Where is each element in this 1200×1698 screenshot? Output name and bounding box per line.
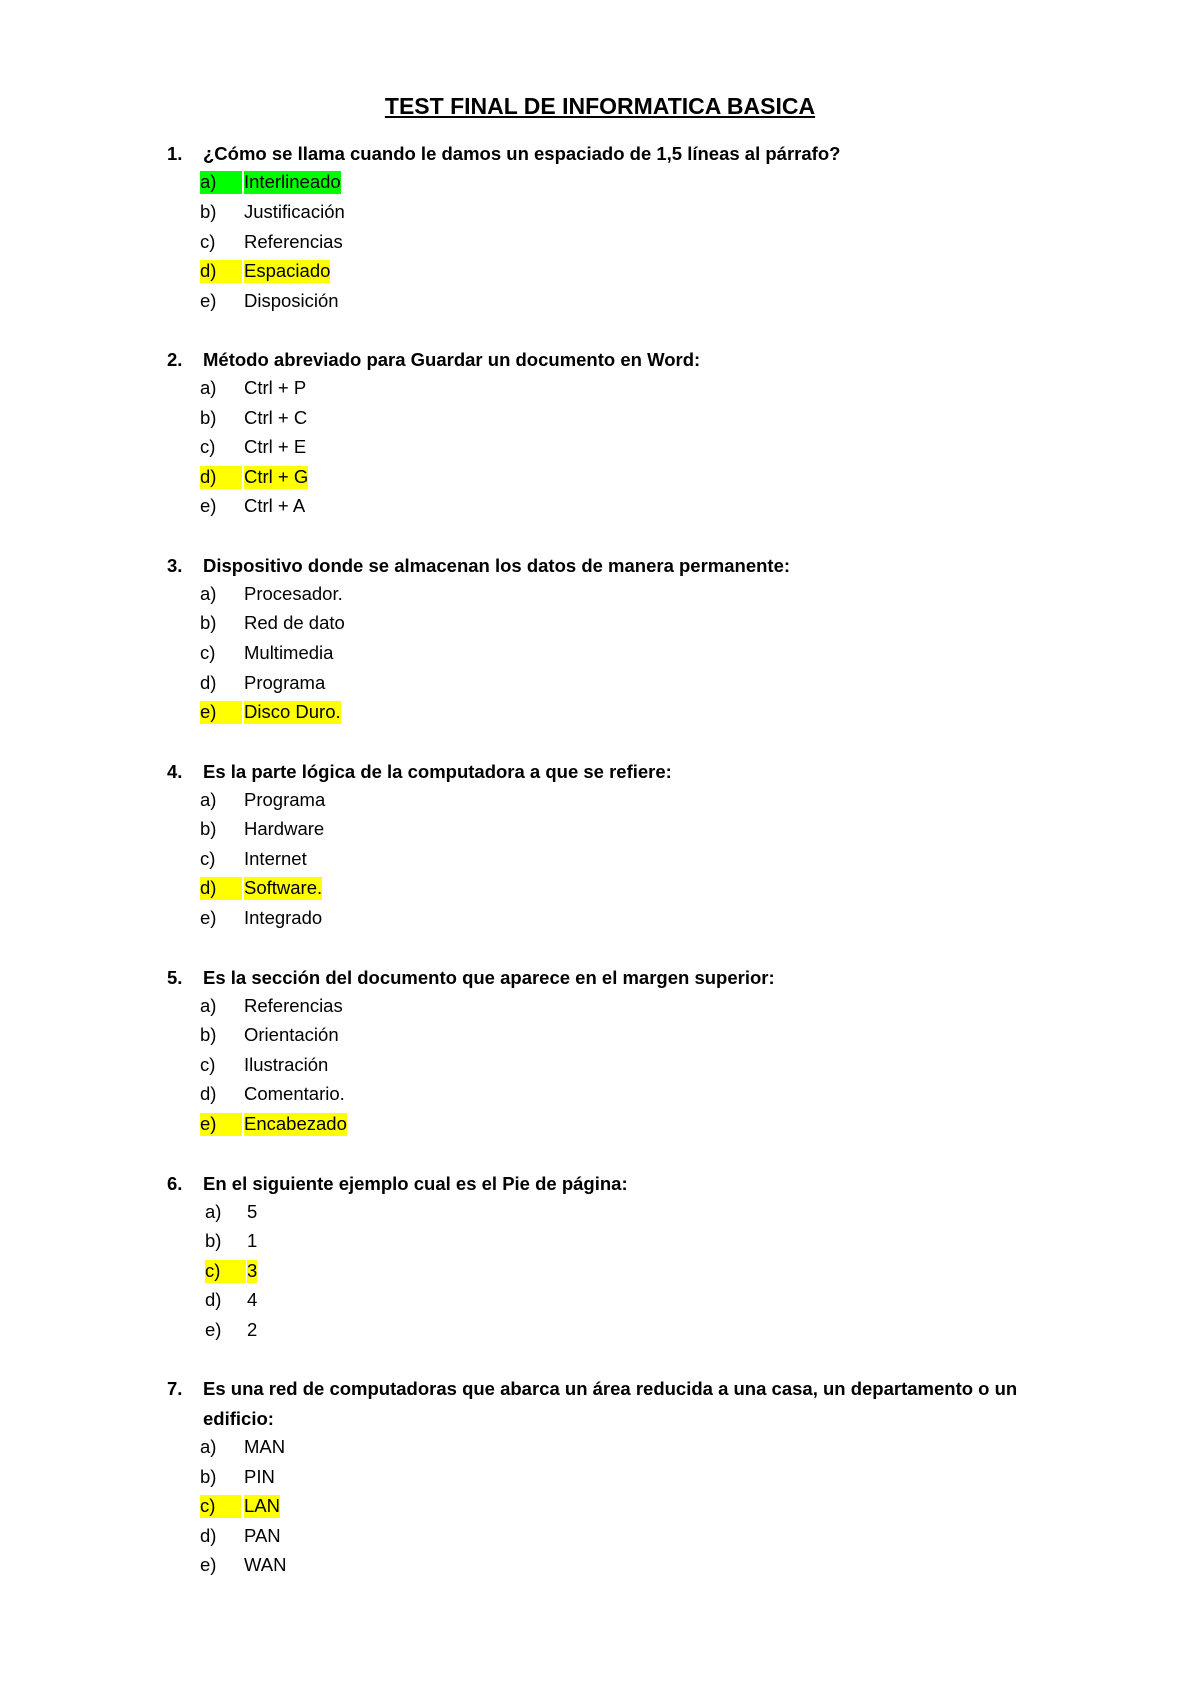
option-letter: b) [205,1230,222,1251]
option-text: Comentario. [244,1083,345,1104]
option-text: Hardware [244,818,325,839]
option-letter: e) [200,1554,217,1575]
question-text: Es una red de computadoras que abarca un área reducida a una casa, un departamento o un edificio: [203,1378,1018,1429]
option-text: Programa [244,789,326,810]
option-text: 2 [247,1319,258,1340]
option-letter: c) [200,848,216,869]
option-letter: d) [200,672,217,693]
option-letter: c) [200,1054,216,1075]
option-text: Ctrl + P [244,377,307,398]
option-text: Disco Duro. [244,701,341,722]
option-text: Internet [244,848,307,869]
option-text: Ctrl + E [244,436,307,457]
page-title: TEST FINAL DE INFORMATICA BASICA [384,93,816,119]
option-letter: d) [205,1289,222,1310]
option-text: PIN [244,1466,275,1487]
option-text: Multimedia [244,642,334,663]
option-letter: b) [200,407,217,428]
option-letter: a) [200,583,217,604]
option-text: Ctrl + A [244,495,306,516]
option-letter: d) [200,877,242,900]
option-letter: e) [200,701,242,724]
option-letter: e) [200,495,217,516]
option-letter: c) [200,436,216,457]
option-text: Integrado [244,907,323,928]
option-text: Ctrl + G [244,466,309,487]
question-text: Es la parte lógica de la computadora a que se refiere: [203,761,672,782]
option-letter: e) [200,1113,242,1136]
option-text: Red de dato [244,612,345,633]
option-text: Orientación [244,1024,339,1045]
question-number: 3. [167,555,183,576]
question-number: 1. [167,143,183,164]
question-number: 5. [167,967,183,988]
option-letter: e) [205,1319,222,1340]
option-letter: d) [200,466,242,489]
option-text: Procesador. [244,583,343,604]
question-number: 4. [167,761,183,782]
option-letter: d) [200,260,242,283]
option-letter: c) [200,642,216,663]
question-text: En el siguiente ejemplo cual es el Pie de página: [203,1173,628,1194]
option-letter: b) [200,1024,217,1045]
option-text: 1 [247,1230,258,1251]
option-text: 3 [247,1260,258,1281]
question-number: 2. [167,349,183,370]
option-letter: d) [200,1525,217,1546]
option-letter: b) [200,201,217,222]
option-text: 4 [247,1289,258,1310]
option-text: Ilustración [244,1054,329,1075]
option-letter: a) [205,1201,222,1222]
option-letter: c) [205,1260,246,1283]
option-letter: a) [200,1436,217,1457]
question-text: Dispositivo donde se almacenan los datos de manera permanente: [203,555,791,576]
option-text: Encabezado [244,1113,347,1134]
option-letter: a) [200,171,242,194]
option-letter: c) [200,231,216,252]
question-text: Método abreviado para Guardar un documento en Word: [203,349,701,370]
option-letter: d) [200,1083,217,1104]
option-text: LAN [244,1495,280,1516]
option-text: Espaciado [244,260,331,281]
question-text: ¿Cómo se llama cuando le damos un espaciado de 1,5 líneas al párrafo? [203,143,841,164]
option-text: Software. [244,877,323,898]
question-text: Es la sección del documento que aparece en el margen superior: [203,967,775,988]
option-letter: b) [200,1466,217,1487]
option-text: PAN [244,1525,281,1546]
question-number: 6. [167,1173,183,1194]
option-text: WAN [244,1554,287,1575]
option-letter: b) [200,818,217,839]
question-number: 7. [167,1378,183,1399]
option-letter: b) [200,612,217,633]
option-letter: a) [200,995,217,1016]
option-text: Ctrl + C [244,407,308,428]
option-text: Disposición [244,290,339,311]
option-text: Programa [244,672,326,693]
option-text: 5 [247,1201,258,1222]
option-text: Referencias [244,231,343,252]
option-text: Interlineado [244,171,341,192]
option-text: MAN [244,1436,286,1457]
option-letter: e) [200,290,217,311]
option-letter: c) [200,1495,241,1518]
option-letter: a) [200,789,217,810]
option-text: Justificación [244,201,345,222]
option-letter: a) [200,377,217,398]
option-text: Referencias [244,995,343,1016]
option-letter: e) [200,907,217,928]
